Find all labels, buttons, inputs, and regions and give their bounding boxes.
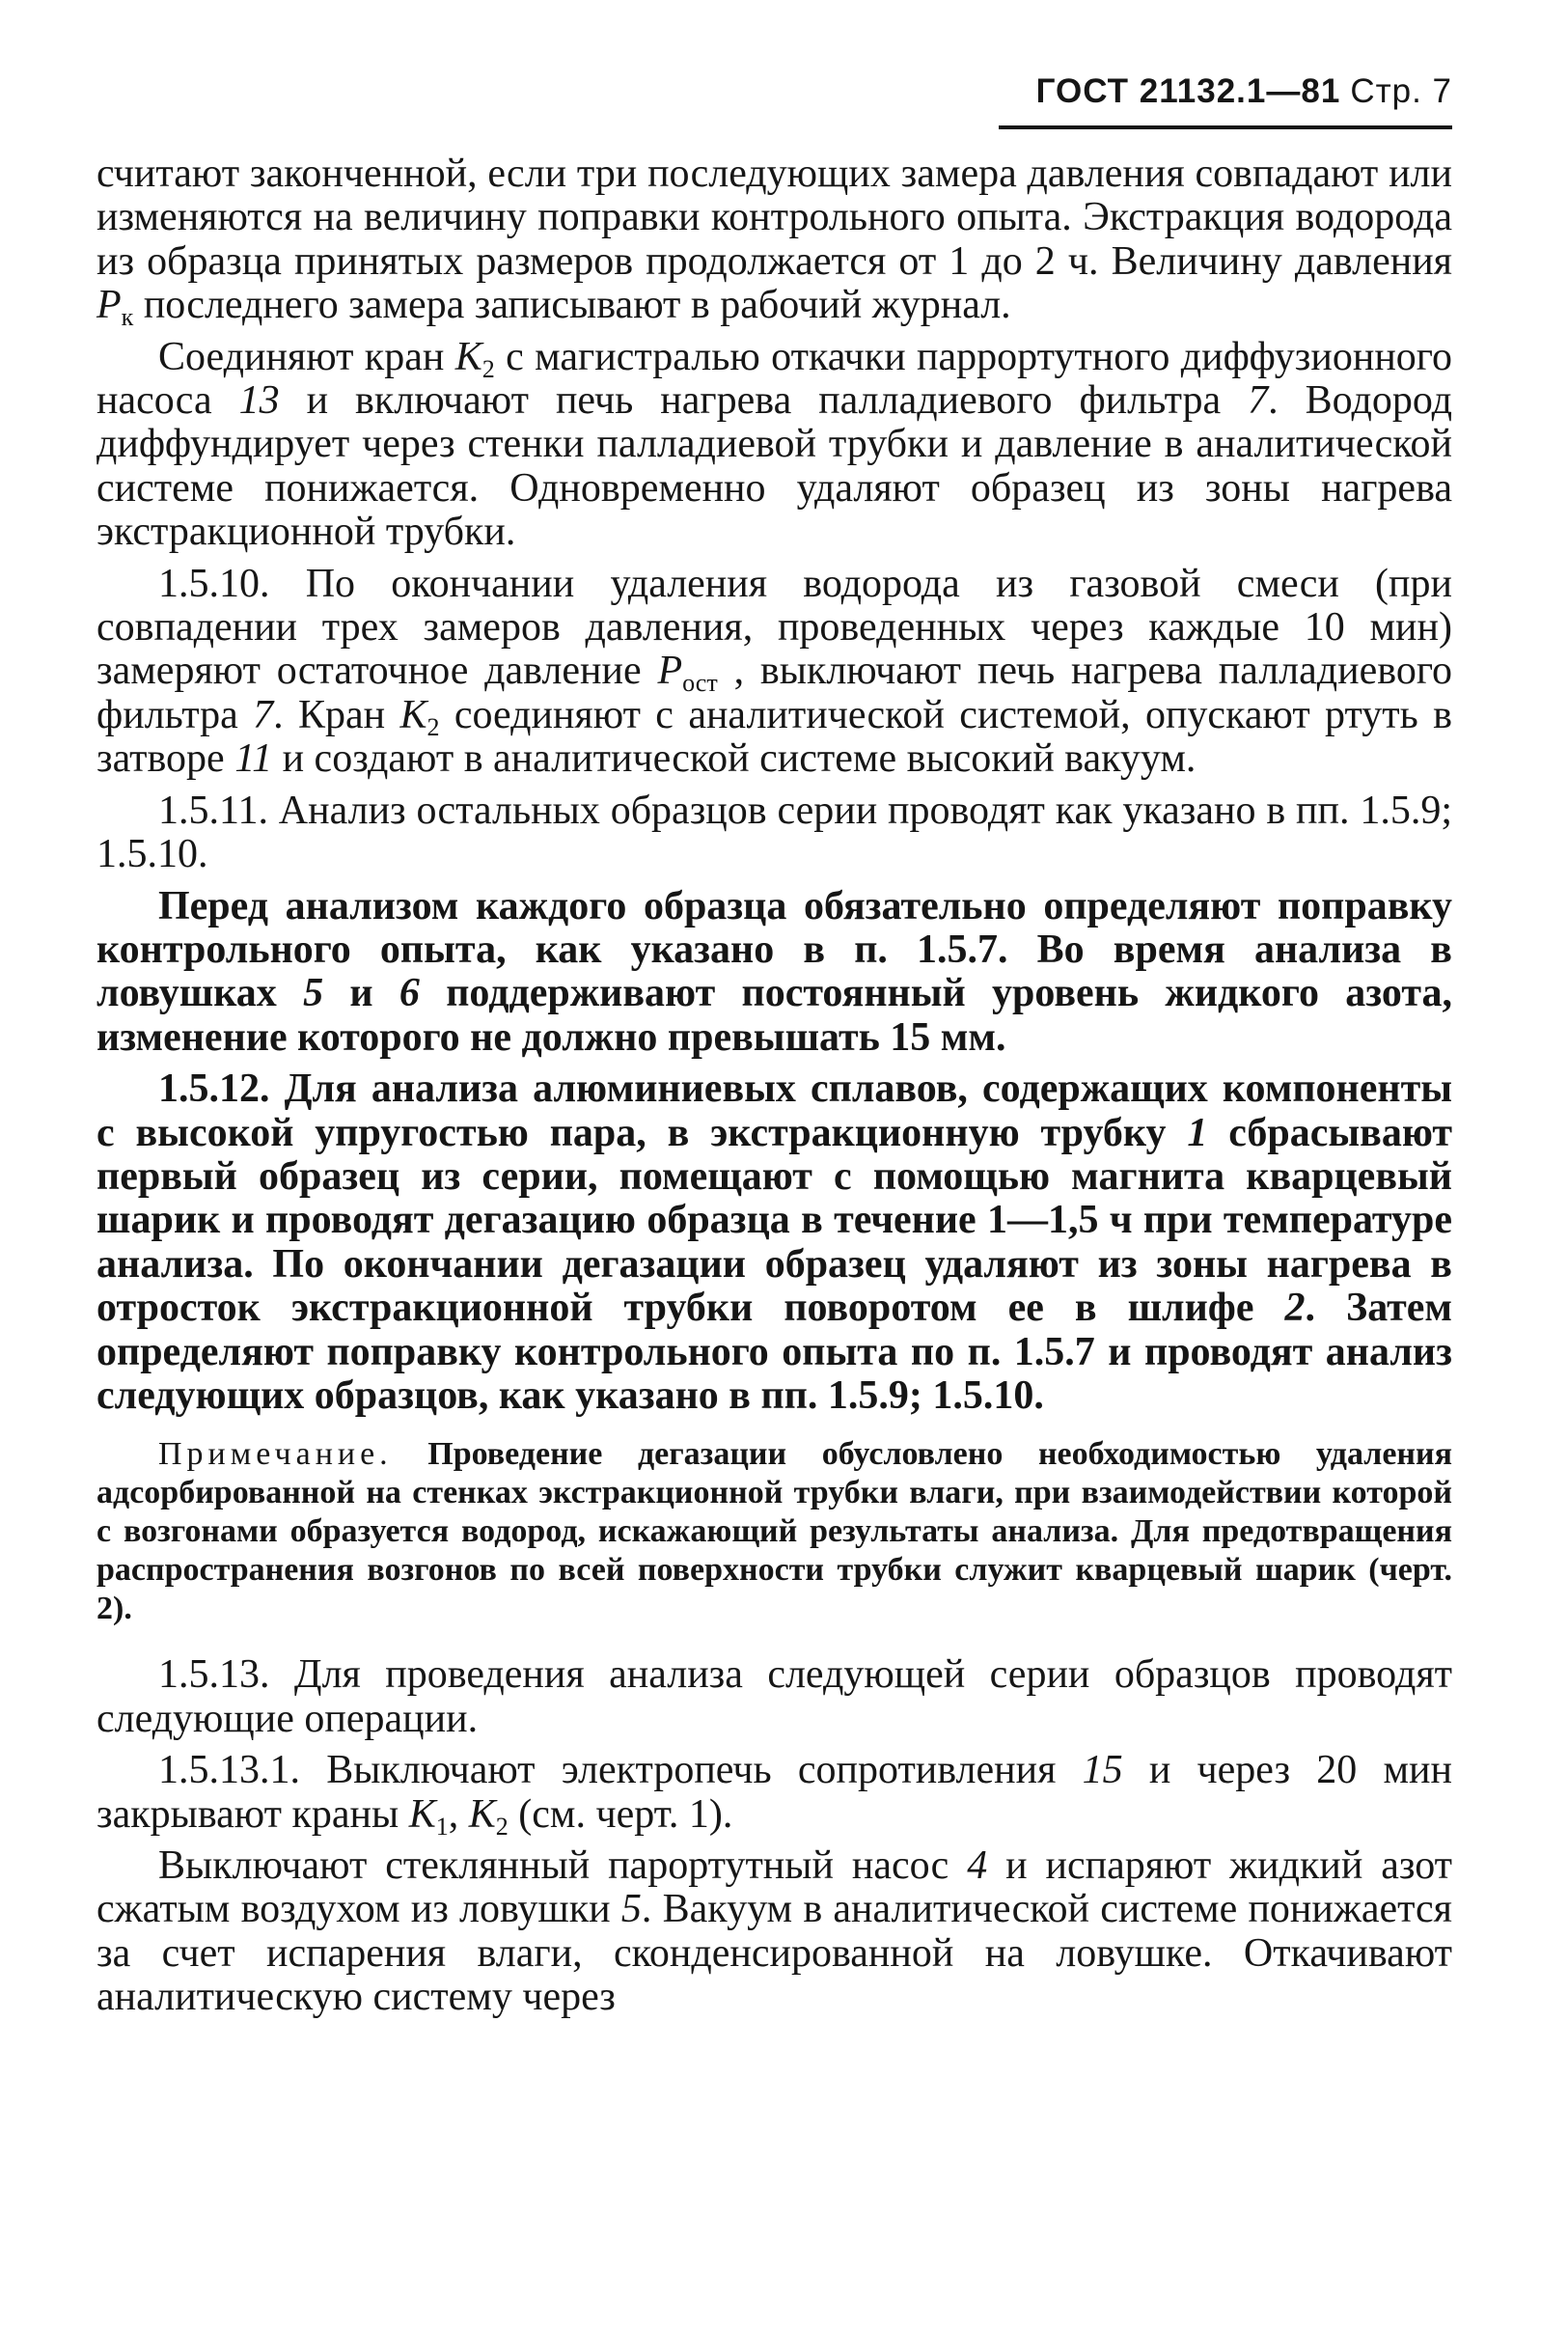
italic-symbol: 7 [253,692,274,737]
page-header [1036,72,1452,111]
text-run: (см. черт. 1). [508,1791,733,1837]
paragraph [96,1067,1452,1418]
text-run: последнего замера записывают в рабочий журнал. [133,283,1011,328]
text-run: . Затем определяют поправку контрольного опыта по п. 1.5.7 и проводят анализ следующих образцов, как указано в пп. 1.5.9; 1.5.10. [96,1286,1452,1418]
text-run: и создают в аналитической системе высокий вакуум. [272,736,1197,782]
italic-symbol: 1 [1187,1110,1208,1155]
italic-symbol: 13 [238,378,280,424]
paragraph [96,336,1452,555]
text-run: считают законченной, если три последующих замера давления совпадают или изменяются на величину поправки контрольного опыта. Экстракция водорода из образца принятых размеров продолжается от 1 до 2 ч. Величину давления [96,152,1452,284]
paragraph [96,790,1452,877]
italic-symbol: 11 [234,736,273,782]
italic-symbol: K [468,1791,496,1837]
document-page [96,68,1452,2287]
italic-symbol: 7 [1248,378,1269,424]
subscript: 1 [435,1812,449,1841]
italic-symbol: 5 [620,1887,642,1932]
italic-symbol: K [399,692,427,737]
subscript: 2 [495,1812,509,1841]
italic-symbol: 5 [303,971,324,1016]
text-run: сбрасывают первый образец из серии, помещают с помощью магнита кварцевый шарик и проводят дегазацию образца в течение 1—1,5 ч при температуре анализа. По окончании дегазации образец удаляют из зоны нагрева в отросток экстракционной трубки поворотом ее в шлифе [96,1110,1452,1331]
italic-symbol: P [657,649,683,694]
text-run: 1.5.13.1. Выключают электропечь сопротивления [158,1748,1083,1793]
italic-symbol: 15 [1082,1748,1123,1793]
note-label: Примечание. [158,1436,393,1473]
italic-symbol: 4 [967,1843,988,1888]
italic-symbol: K [454,334,482,379]
text-run: Проведение дегазации обусловлено необходимостью удаления адсорбированной на стенках экстракционной трубки влаги, при взаимодействии которой с возгонами образуется водород, искажающий результаты анализа. Для предотвращения распространения возгонов по всей поверхности трубки служит кварцевый шарик (черт. 2). [96,1436,1452,1627]
text-run: и [323,971,399,1016]
paragraph [96,1748,1452,1841]
italic-symbol: P [96,283,122,328]
text-run: Соединяют кран [158,334,455,379]
paragraph [96,1844,1452,2020]
gost-number: ГОСТ 21132.1—81 [1035,72,1341,110]
paragraph [96,152,1452,332]
subscript: 2 [426,712,440,741]
text-run: с магистралью откачки паррортутного диффузионного насоса [96,334,1452,424]
text-run: 1.5.12. Для анализа алюминиевых сплавов, содержащих компоненты с высокой упругостью пара, в экстракционную трубку [96,1067,1452,1155]
italic-symbol: 6 [399,971,420,1016]
text-run: 1.5.10. По окончании удаления водорода из газовой смеси (при совпадении трех замеров давления, проведенных через каждые 10 мин) замеряют остаточное давление [96,561,1452,694]
paragraph [96,1653,1452,1741]
text-run: поддерживают постоянный уровень жидкого азота, изменение которого не должно превышать 15 мм. [96,971,1452,1060]
text-run: 1.5.11. Анализ остальных образцов серии проводят как указано в пп. 1.5.9; 1.5.10. [96,788,1452,877]
subscript: 2 [481,354,495,383]
text-run: 1.5.13. Для проведения анализа следующей серии образцов проводят следующие операции. [96,1652,1452,1741]
paragraph [96,563,1452,782]
text-run: . Вакуум в аналитической системе понижается за счет испарения влаги, сконденсированной на ловушке. Откачивают аналитическую систему через [96,1887,1452,2020]
text-run: Выключают стеклянный парортутный насос [158,1843,968,1888]
italic-symbol: K [408,1791,436,1837]
text-run: и испаряют жидкий азот сжатым воздухом из ловушки [96,1843,1452,1932]
note-paragraph [96,1435,1452,1628]
text-run: и через 20 мин закрывают краны [96,1748,1452,1837]
text-run: , выключают печь нагрева палладиевого фильтра [96,649,1452,737]
text-run: и включают печь нагрева палладиевого фильтра [279,378,1249,424]
subscript: ост [682,669,718,698]
paragraph [96,885,1452,1061]
body-text [96,152,1452,2028]
subscript: к [121,303,134,332]
text-run: . Кран [273,692,400,737]
italic-symbol: 2 [1284,1286,1306,1331]
text-run: . Водород диффундирует через стенки палладиевой трубки и давление в аналитической системе понижается. Одновременно удаляют образец из зоны нагрева экстракционной трубки. [96,378,1452,555]
header-rule [999,125,1452,129]
text-run: , [448,1791,469,1837]
text-run: соединяют с аналитической системой, опускают ртуть в затворе [96,692,1452,782]
page-number: Стр. 7 [1350,72,1452,110]
text-run: Перед анализом каждого образца обязательно определяют поправку контрольного опыта, как указано в п. 1.5.7. Во время анализа в ловушках [96,883,1452,1016]
